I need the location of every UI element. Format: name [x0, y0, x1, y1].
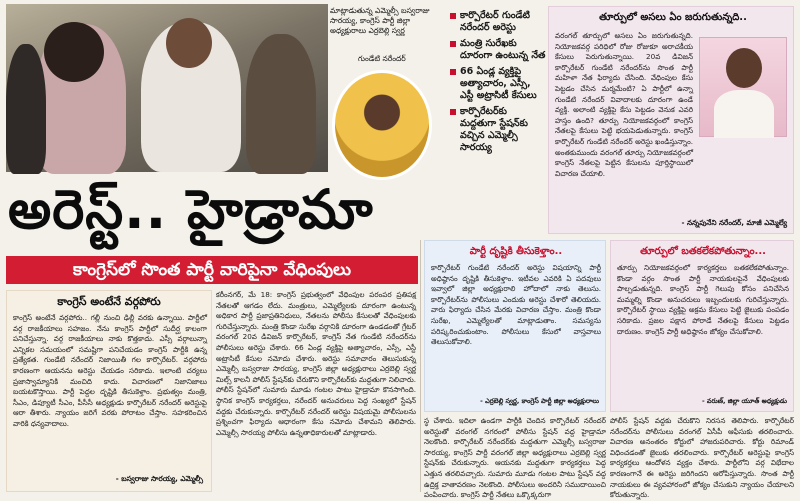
highlight-item: కార్పొరేటర్‌కు మద్దతుగా స్టేషన్‌కు వచ్చిన ఎమ్మెల్సీ సారయ్య	[450, 106, 546, 154]
story-continued-right: పోలీస్‌ స్టేషన్‌ వద్దకు చేరుకొని నిరసన తెలిపారు. కార్పొరేటర్‌ నరేందర్‌ను పోలీసులు వరంగల్‌ ఏసీపీ ఆఫీసుకు తరలించారు. విచారణ అనంతరం కోర్టులో హాజరుపరిచారు. కోర్టు రిమాండ్‌ విధించడంతో జైలుకు తరలించారు. కార్పొరేటర్‌ అరెస్టుపై కాంగ్రెస్‌ కార్యకర్తలు ఆందోళన వ్యక్తం చేశారు. పార్టీలోని వర్గ విభేదాల కారణంగానే ఈ అరెస్టు జరిగిందని ఆరోపిస్తున్నారు. సొంత పార్టీ నాయకులు ఈ వ్యవహారంలో జోక్యం చేసుకుని న్యాయం చేయాలని కోరుతున్నారు.	[610, 416, 794, 500]
inset-caption: గుండేటి నరేందర్‌	[358, 54, 406, 63]
sub-headline-band: కాంగ్రెస్‌లో సొంత పార్టీ వారిపైనా వేధింపులు	[6, 256, 418, 284]
quote-heading: కాంగ్రెస్‌ అంటేనే వర్గపోరు	[57, 295, 161, 308]
main-headline: అరెస్ట్‌.. హైడ్రామా	[8, 178, 374, 241]
main-story-continued: స్థ చేశారు. ఇదిలా ఉండగా పార్టీకి చెందిన కార్పొరేటర్‌ నరేందర్‌ అరెస్టుతో వరంగల్‌ నగరంలో పోలీసు స్టేషన్‌ వద్ద హైడ్రామా నెలకొంది. కార్పొరేటర్‌ నరేందర్‌కు మద్దతుగా ఎమ్మెల్సీ బస్వరాజు సారయ్య, కాంగ్రెస్‌ పార్టీ వరంగల్‌ జిల్లా అధ్యక్షురాలు ఎర్రబెల్లి స్వర్ణ స్టేషన్‌కు చేరుకున్నారు. ఆయనకు మద్దతుగా కార్యకర్తలు పెద్ద ఎత్తున తరలివచ్చారు. సుమారు మూడు గంటల పాటు స్టేషన్‌ వద్ద ఉద్రిక్త వాతావరణం నెలకొంది. పోలీసులు అందరినీ సముదాయించి పంపించారు. కాంగ్రెస్‌ పార్టీ నేతలు ఒక్కొక్కరుగా	[424, 416, 606, 500]
youth-text: తూర్పు నియోజకవర్గంలో కార్యకర్తలు బతకలేకపోతున్నాం. కొండా వర్గం సొంత పార్టీ నాయకులపైనే వేధింపులకు పాల్పడుతున్నది. కాంగ్రెస్‌ పార్టీ గెలుపు కోసం పనిచేసిన మమ్మల్ని కొండా అనుచరులు ఇబ్బందులకు గురిచేస్తున్నారు. కార్పొరేటర్‌ స్థాయి వ్యక్తిపై అక్రమ కేసులు పెట్టి జైలుకు పంపడం సరికాదు. ప్రజల పక్షాన పోరాడే నేతలపై కేసులు పెట్టడం దారుణం. కాంగ్రెస్‌ పార్టీ అధిష్ఠానం జోక్యం చేసుకోవాలి.	[617, 263, 789, 336]
highlight-list	[450, 10, 546, 158]
news-photo	[6, 4, 328, 172]
nannapuneni-portrait	[699, 37, 787, 137]
quote-signature: - బస్వరాజు సారయ్య, ఎమ్మెల్సీ	[115, 474, 203, 483]
box-signature: - నన్నపునేని నరేందర్‌, మాజీ ఎమ్మెల్యే	[681, 218, 787, 227]
quote-text: కాంగ్రెస్‌ అంటేనే వర్గపోరు.. గల్లీ నుంచి ఢిల్లీ వరకు ఉన్నాయి. పార్టీలో వర్గ రాజకీయాలు సహజం. నేను కాంగ్రెస్‌ పార్టీలో సుదీర్ఘ కాలంగా పనిచేస్తున్నా. వర్గ రాజకీయాలు నాకు కొత్తకాదు. ఎస్సీ వర్గాలున్నా ఎన్నికల సమయంలో సమష్టిగా పనిచేయడం కాంగ్రెస్‌ పార్టీకి ఉన్న ప్రత్యేకత. గుండేటి నరేందర్‌ నిజాయితీ గల కార్పొరేటర్‌. వర్గపోరు కారణంగా ఆయనను అరెస్టు చేయడం సరికాదు. ఇలాంటి చర్యలు ప్రజాస్వామ్యానికి మంచిది కాదు. విచారణలో నిజానిజాలు బయటకొస్తాయి. పార్టీ పెద్దల దృష్టికి తీసుకెళ్తాం. ప్రభుత్వం మంత్రి, సీఎం, డిప్యూటీ సీఎం, పీసీసీ అధ్యక్షుడు కార్పొరేటర్‌ నరేందర్‌ అరెస్టుపై ఆరా తీశారు. న్యాయం జరిగే వరకు పోరాటం చేస్తాం. సహకరించిన వారికి ధన్యవాదాలు.	[13, 313, 207, 428]
youth-heading: తూర్పులో బతకలేకపోతున్నాం...	[640, 246, 766, 257]
party-heading: పార్టీ దృష్టికి తీసుకెళ్తాం..	[469, 246, 563, 257]
youth-signature: - వరుణ్‌, జిల్లా యూత్‌ అధ్యక్షుడు	[701, 397, 787, 405]
box-heading: తూర్పులో అసలు ఏం జరుగుతున్నది..	[599, 12, 747, 23]
inset-portrait	[332, 70, 432, 180]
highlight-item: కార్పొరేటర్‌ గుండేటి నరేందర్‌ అరెస్టు	[450, 10, 546, 34]
party-signature: - ఎర్రబెల్లి స్వర్ణ, కాంగ్రెస్‌ పార్టీ జిల్లా అధ్యక్షురాలు	[480, 397, 599, 405]
main-story: కరీంనగర్‌, మే 18: కాంగ్రెస్‌ ప్రభుత్వంలో వేధింపుల పరంపర ప్రతిపక్ష నేతలతో ఆగడం లేదు. మంత్రులు, ఎమ్మెల్యేలకు దూరంగా ఉంటున్న అధికార పార్టీ ప్రజాప్రతినిధులు, నేతలను పోలీసు కేసులతో వేధింపులకు గురిచేస్తున్నారు. మంత్రి కొండా సురేఖ వర్గానికి దూరంగా ఉండడంతో గ్రేటర్‌ వరంగల్‌ 20వ డివిజన్‌ కార్పొరేటర్‌, కాంగ్రెస్‌ నేత గుండేటి నరేందర్‌ను పోలీసులు అరెస్టు చేశారు. 66 ఏండ్ల వ్యక్తిపై అత్యాచారం, ఎస్సీ, ఎస్టీ అట్రాసిటీ కేసుల నమోదు చేశారు. అరెస్టు సమాచారం తెలుసుకున్న ఎమ్మెల్సీ బస్వరాజు సారయ్య, కాంగ్రెస్‌ జిల్లా అధ్యక్షురాలు ఎర్రబెల్లి స్వర్ణ మిల్స్‌ కాలనీ పోలీస్‌ స్టేషన్‌కు చేరుకొని కార్పొరేటర్‌కు మద్దతుగా నిలిచారు. పోలీస్‌ స్టేషన్‌లో సుమారు మూడు గంటల పాటు హైడ్రామా కొనసాగింది. స్థానిక కాంగ్రెస్‌ కార్యకర్తలు, నరేందర్‌ అనుచరులు పెద్ద సంఖ్యలో స్టేషన్‌ వద్దకు చేరుకున్నారు. కార్పొరేటర్‌ నరేందర్‌ అరెస్టు విషయమై పోలీసులను ప్రశ్నించగా ఫిర్యాదు ఆధారంగా కేసు నమోదు చేశామని తెలిపారు. ఎమ్మెల్సీ సారయ్య పోలీసు ఉన్నతాధికారులతో మాట్లాడారు.	[216, 290, 416, 437]
column-divider	[420, 240, 421, 492]
party-text: కార్పొరేటర్‌ గుండేటి నరేందర్‌ అరెస్టు విషయాన్ని పార్టీ అధిష్ఠానం దృష్టికి తీసుకెళ్తాం. ఇటీవల ఎవరికి ఏ పదవులు ఇవ్వాలో జిల్లా అధ్యక్షురాలి హోదాలో నాకు తెలుసు. కార్పొరేటర్‌ను పోలీసులు ఎందుకు అరెస్టు చేశారో తెలియదు. వారు ఫిర్యాదు చేసిన మేరకు విచారణ చేస్తాం. మంత్రి కొండా సురేఖ, ఎమ్మెల్యేలతో మాట్లాడుతాం. సమస్యను పరిష్కరించుకుంటాం. పోలీసులు కేసులో వాస్తవాలు తెలుసుకోవాలి.	[431, 263, 601, 347]
highlight-item: 66 ఏండ్ల వ్యక్తిపై అత్యాచారం, ఎస్సీ, ఎస్టీ అట్రాసిటీ కేసులు	[450, 66, 546, 102]
youth-opinion-box	[610, 240, 794, 412]
highlight-item: మంత్రి సురేఖకు దూరంగా ఉంటున్న నేత	[450, 38, 546, 62]
party-box	[424, 240, 606, 412]
east-opinion-box	[548, 6, 794, 234]
photo-caption: మాట్లాడుతున్న ఎమ్మెల్సీ బస్వరాజు సారయ్య, కాంగ్రెస్‌ పార్టీ జిల్లా అధ్యక్షురాలు ఎర్రబెల్లి స్వర్ణ	[330, 6, 430, 35]
box-text: వరంగల్‌ తూర్పులో అసలు ఏం జరుగుతున్నది. నియోజకవర్గ పరిధిలో రోజు రోజుకూ అరాచకీయ కేసులు పెరుగుతున్నాయి. 20వ డివిజన్‌ కార్పొరేటర్‌ గుండేటి నరేందర్‌ను సొంత పార్టీ మహిళా నేత ఫిర్యాదు చేసింది. వేధింపుల కేసు పెట్టడం చేసిన మర్మమేంటి? ఏ పార్టీలో ఉన్నా గుండేటి నరేందర్‌ వివాదాలకు దూరంగా ఉండే వ్యక్తి. అలాంటి వ్యక్తిపై కేసు పెట్టడం వెనుక ఎవరి హస్తం ఉంది? తూర్పు నియోజకవర్గంలో కాంగ్రెస్‌ నేతలపై కేసులు పెట్టి భయపెడుతున్నారు. కాంగ్రెస్‌ కార్పొరేటర్‌ గుండేటి నరేందర్‌ అరెస్టు ఖండిస్తున్నాం. అంతకుముందు వరంగల్‌ తూర్పు నియోజకవర్గంలో కాంగ్రెస్‌ నేతలపై పెట్టిన కేసులను పూర్తిస్థాయిలో విచారణ చేయాలి.	[555, 31, 693, 178]
left-quote-box	[6, 290, 212, 492]
